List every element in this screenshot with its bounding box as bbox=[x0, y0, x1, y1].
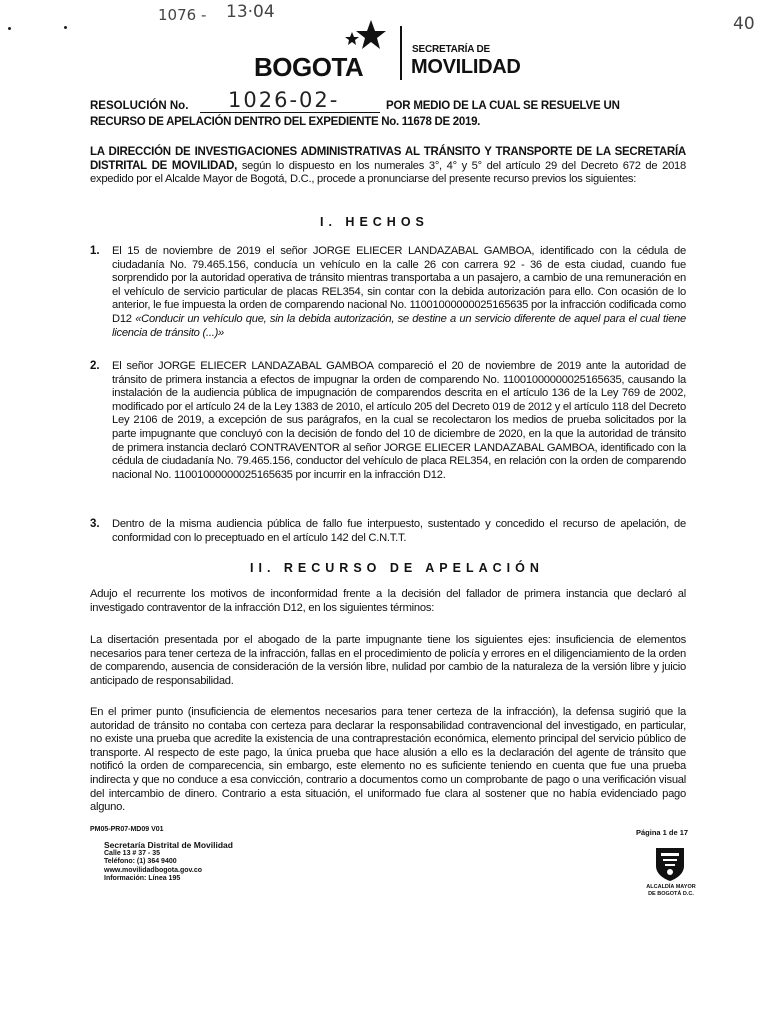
alcaldia-label bbox=[640, 884, 702, 897]
handwritten-date: 13·04 bbox=[226, 2, 275, 22]
section-heading-recurso: II. RECURSO DE APELACIÓN bbox=[250, 561, 544, 575]
movilidad-label: MOVILIDAD bbox=[411, 56, 521, 78]
intro-paragraph bbox=[90, 146, 686, 187]
footer-org: Secretaría Distrital de Movilidad bbox=[104, 840, 233, 850]
item-number: 1. bbox=[90, 245, 100, 257]
footer-contact bbox=[104, 841, 233, 884]
handwritten-note: 1076 - bbox=[158, 6, 207, 24]
alcaldia-line-1: ALCALDÍA MAYOR bbox=[646, 884, 696, 890]
resolution-label: RESOLUCIÓN No. bbox=[90, 100, 189, 112]
resolution-subject: RECURSO DE APELACIÓN DENTRO DEL EXPEDIENTE No. 11678 DE 2019. bbox=[90, 116, 481, 128]
hecho-2-text: El señor JORGE ELIECER LANDAZABAL GAMBOA compareció el 20 de noviembre de 2019 ante la autoridad de tránsito de primera instancia a efectos de impugnar la orden de comparendo No. 11001000000025165635, causando la instalación de la audiencia pública de impugnación de comparendos descrita en el artículo 136 de la Ley 769 de 2002, modificado por el artículo 24 de la Ley 1383 de 2010, el artículo 205 del Decreto 019 de 2012 y el artículo 118 del Decreto Ley 2106 de 2019, a excepción de sus parágrafos, en la cual se recolectaron los medios de prueba solicitados por la parte impugnante que concluyó con la decisión de fondo del 10 de diciembre de 2020, en la que la autoridad de tránsito de primera instancia declaró CONTRAVENTOR al señor JORGE ELIECER LANDAZABAL GAMBOA, identificado con la cédula de ciudadanía No. 79.465.156, conductor del vehículo de placa REL354, en relación con la orden de comparendo nacional No. 11001000000025165635 por incurrir en la infracción D12. bbox=[112, 360, 686, 481]
speck bbox=[64, 26, 67, 29]
item-number: 3. bbox=[90, 518, 100, 530]
logo-divider bbox=[400, 26, 402, 80]
hecho-2 bbox=[112, 360, 686, 482]
resolution-purpose: POR MEDIO DE LA CUAL SE RESUELVE UN bbox=[386, 100, 620, 112]
recurso-paragraph-2: La disertación presentada por el abogado de la parte impugnante tiene los siguientes ejes: insuficiencia de elementos necesarios para tener certeza de la infracción, fallas en el procedimiento de policía y errores en el diligenciamiento de la orden de comparendo, ausencia de consideración de la versión libre, nulidad por cambio de la naturaleza de la versión libre y juicio anticipado de responsabilidad. bbox=[90, 634, 686, 687]
intro-rest: según lo dispuesto en los numerales 3°, 4° y 5° del artículo 29 del Decreto 672 de 2018 expedido por el Alcalde Mayor de Bogotá, D.C., procede a pronunciarse del presente recurso previos los siguientes: bbox=[90, 159, 686, 186]
page-number: Página 1 de 17 bbox=[636, 828, 689, 837]
hecho-1-quote: «Conducir un vehículo que, sin la debida autorización, se destine a un servicio diferente de aquel para el cual tiene licencia de tránsito (...)» bbox=[112, 312, 686, 339]
resolution-number: 1026-02- bbox=[228, 88, 340, 112]
bogota-coat-of-arms-icon bbox=[654, 846, 686, 887]
number-underline bbox=[200, 112, 380, 113]
speck bbox=[8, 27, 11, 30]
hecho-3-text: Dentro de la misma audiencia pública de fallo fue interpuesto, sustentado y concedido el recurso de apelación, de conformidad con lo preceptuado en el artículo 142 del C.N.T.T. bbox=[112, 518, 686, 544]
secretaria-label: SECRETARÍA DE bbox=[412, 44, 490, 55]
hecho-1-text: El 15 de noviembre de 2019 el señor JORGE ELIECER LANDAZABAL GAMBOA, identificado con la cédula de ciudadanía No. 79.465.156, conducía un vehículo en la calle 26 con carrera 92 - 36 de esta ciudad, cuando fue sorprendido por la autoridad operativa de tránsito mientras transportaba a un pasajero, a cambio de una remuneración en el vehículo de servicio particular de placas REL354, sin contar con la debida autorización para ello. Con ocasión de lo anterior, le fue impuesta la orden de comparendo nacional No. 11001000000025165635 por la infracción codificada como D12 bbox=[112, 245, 686, 325]
intro-bold: LA DIRECCIÓN DE INVESTIGACIONES ADMINISTRATIVAS AL TRÁNSITO Y TRANSPORTE DE LA SECRETARÍA DISTRITAL DE MOVILIDAD, bbox=[90, 146, 686, 172]
alcaldia-line-2: DE BOGOTÁ D.C. bbox=[648, 890, 694, 897]
footer-web: www.movilidadbogota.gov.co bbox=[104, 866, 203, 874]
hecho-1 bbox=[112, 245, 686, 340]
recurso-paragraph-3: En el primer punto (insuficiencia de elementos necesarios para tener certeza de la infracción), la defensa sugirió que la autoridad de tránsito no contaba con certeza para declarar la responsabilidad contravencional del investigado, en particular, no existe una prueba que acredite la existencia de una contraprestación económica, elemento principal del servicio público de transporte. Al respecto de este pago, la única prueba que hace alusión a ello es la declaración del agente de tránsito que notificó la orden de comparecencia, sin embargo, este elemento no es suficiente teniendo en cuenta que fue una prueba indirecta y que no conduce a esa convicción, contrario a documentos como un comprobante de pago o una verificación visual del intercambio de dinero. Contrario a esta situación, el uniformado fue clara al sostener que no había evidenciado pago alguno. bbox=[90, 706, 686, 814]
hecho-3 bbox=[112, 518, 686, 545]
footer-info: Información: Línea 195 bbox=[104, 875, 181, 882]
item-number: 2. bbox=[90, 360, 100, 372]
bogota-logo-text: BOGOTA bbox=[254, 52, 364, 82]
footer-address: Calle 13 # 37 - 35 bbox=[104, 849, 161, 857]
section-heading-hechos: I. HECHOS bbox=[320, 215, 429, 229]
handwritten-folio: 40 bbox=[733, 14, 755, 34]
document-code: PM05-PR07-MD09 V01 bbox=[90, 826, 164, 833]
footer-phone: Teléfono: (1) 364 9400 bbox=[104, 858, 177, 865]
recurso-paragraph-1: Adujo el recurrente los motivos de inconformidad frente a la decisión del fallador de primera instancia que declaró al investigado contraventor de la infracción D12, en los siguientes términos: bbox=[90, 588, 686, 614]
